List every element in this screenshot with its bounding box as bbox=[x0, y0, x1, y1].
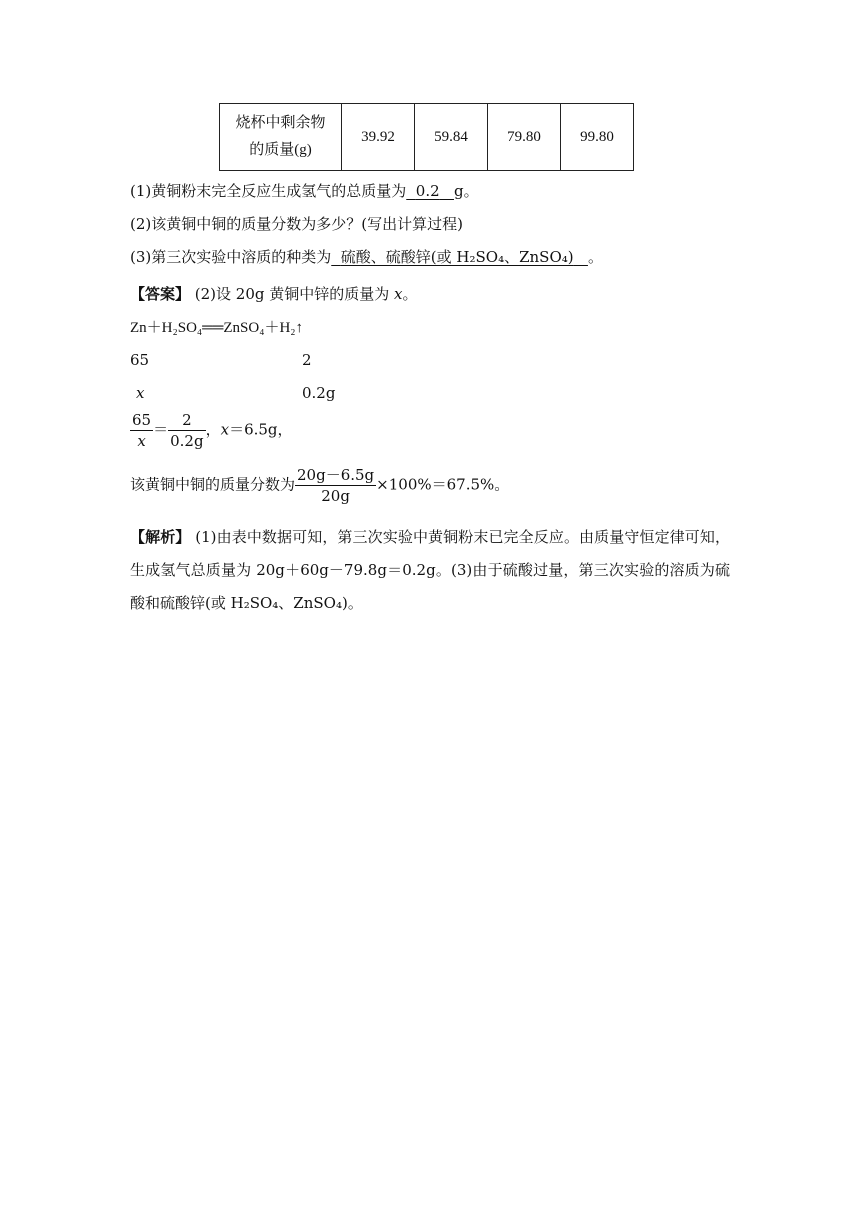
proportion-fraction-right: $\frac{2}{0.2g}$ bbox=[170, 411, 204, 450]
mass-h2: 2 bbox=[302, 351, 312, 369]
analysis-paragraph bbox=[130, 521, 730, 620]
result-suffix: ×100%＝67.5%。 bbox=[376, 475, 510, 494]
value-cell-1: 39.92 bbox=[342, 104, 415, 171]
unknown-x: x bbox=[136, 384, 145, 402]
table-row bbox=[220, 104, 634, 171]
question-1 bbox=[130, 180, 479, 201]
reaction-equation: Zn＋H₂SO₄══ZnSO₄＋H₂↑ bbox=[130, 320, 304, 336]
answer-intro-var: x bbox=[394, 285, 403, 303]
value-cell-2: 59.84 bbox=[415, 104, 488, 171]
answer-intro: 【答案】 (2)设 20g 黄铜中锌的质量为 x。 bbox=[130, 285, 418, 303]
result-prefix: 该黄铜中铜的质量分数为 bbox=[130, 475, 296, 494]
q1-suffix: g。 bbox=[453, 182, 479, 200]
value-cell-4: 99.80 bbox=[561, 104, 634, 171]
analysis-label: 【解析】 bbox=[130, 528, 191, 546]
value-cell-3: 79.80 bbox=[488, 104, 561, 171]
q3-answer: 硫酸、硫酸锌(或 H₂SO₄、ZnSO₄) bbox=[340, 248, 574, 266]
question-2: (2)该黄铜中铜的质量分数为多少？(写出计算过程) bbox=[130, 215, 463, 233]
given-mass: 0.2g bbox=[302, 384, 336, 402]
q3-suffix: 。 bbox=[587, 248, 603, 266]
result-line bbox=[130, 465, 509, 506]
row-header-line1: 烧杯中剩余物 bbox=[235, 115, 326, 131]
proportion-fraction-left: $\frac{65}{x}$ bbox=[132, 411, 152, 450]
row-header-cell bbox=[220, 104, 342, 171]
question-3 bbox=[130, 246, 603, 267]
result-fraction: $\frac{20g-6.5g}{20g}$ bbox=[297, 466, 375, 505]
proportion-line: $\frac{65}{x}$ ＝ $\frac{2}{0.2g}$ ，x＝6.5g， bbox=[132, 411, 293, 450]
analysis-text: (1)由表中数据可知，第三次实验中黄铜粉末已完全反应。由质量守恒定律可知，生成氢气总质量为 20g＋60g－79.8g＝0.2g。(3)由于硫酸过量，第三次实验的溶质为硫酸和硫酸锌(或 H₂SO₄、ZnSO₄)。 bbox=[130, 528, 730, 612]
mass-zn: 65 bbox=[130, 351, 150, 369]
q1-prefix: (1)黄铜粉末完全反应生成氢气的总质量为 bbox=[130, 182, 407, 200]
answer-intro-text: (2)设 20g 黄铜中锌的质量为 bbox=[190, 285, 395, 303]
q3-prefix: (3)第三次实验中溶质的种类为 bbox=[130, 248, 332, 266]
q1-answer: 0.2 bbox=[415, 182, 440, 200]
row-header-line2: 的质量(g) bbox=[249, 142, 312, 158]
answer-label: 【答案】 bbox=[130, 285, 191, 303]
data-table bbox=[219, 103, 634, 171]
